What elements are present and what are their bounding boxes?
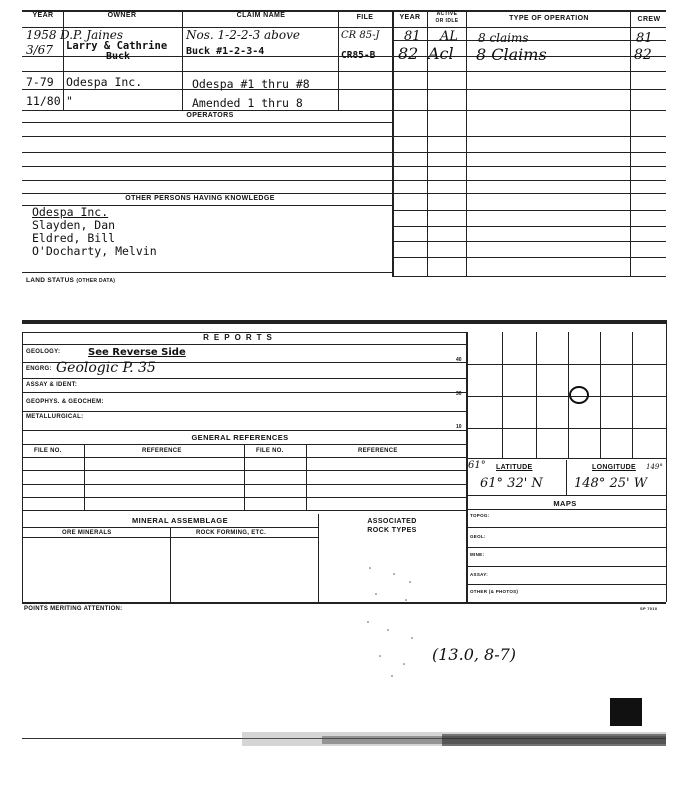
activity1-year: 81 (404, 29, 421, 44)
activity2-status: Acl (428, 44, 454, 63)
row1-file: CR 85-J (341, 30, 380, 41)
maps-mine: MINE: (470, 552, 485, 557)
col-header-claim-name: CLAIM NAME (236, 12, 286, 19)
assay-label: ASSAY & IDENT: (26, 382, 78, 388)
rock-types-label: ROCK TYPES (367, 527, 417, 534)
general-references-label: GENERAL REFERENCES (191, 433, 289, 442)
row4-owner: " (66, 94, 73, 108)
row3-owner: Odespa Inc. (66, 75, 143, 89)
col-header-idle: OR IDLE (435, 18, 459, 24)
scan-smudge-band (22, 726, 666, 752)
claim-location-marker (569, 386, 589, 404)
activity2-year: 82 (398, 44, 419, 63)
row2-owner-line2: Buck (106, 51, 131, 62)
activity1-status: AL (440, 29, 459, 44)
other-person-2: Slayden, Dan (32, 218, 116, 232)
col-header-year: YEAR (32, 12, 54, 19)
latitude-value: 61° 32' N (480, 476, 543, 491)
activity1-operation: 8 claims (478, 31, 529, 45)
engrg-label: ENGRG: (26, 366, 52, 372)
row4-claim: Amended 1 thru 8 (192, 96, 303, 110)
black-corner-block (610, 698, 642, 726)
row1-year: 1958 (26, 28, 57, 42)
ref-header-reference-1: REFERENCE (142, 448, 182, 454)
other-person-1: Odespa Inc. (32, 205, 109, 219)
longitude-label: LONGITUDE (592, 464, 636, 471)
row1-claim: Nos. 1-2-2-3 above (186, 28, 300, 42)
row1-owner: D.P. Jaines (60, 28, 124, 42)
latitude-label: LATITUDE (496, 464, 533, 471)
reports-title: REPORTS (203, 333, 277, 342)
margin-num-10: 10 (456, 424, 462, 430)
operators-label: OPERATORS (186, 112, 234, 119)
col-header-active: ACTIVE (436, 11, 458, 17)
geophys-label: GEOPHYS. & GEOCHEM: (26, 399, 104, 405)
associated-label: ASSOCIATED (367, 518, 417, 525)
maps-label: MAPS (553, 499, 577, 508)
activity2-crew: 82 (634, 47, 652, 63)
ore-minerals-label: ORE MINERALS (62, 530, 112, 536)
col-header-year2: YEAR (399, 14, 421, 21)
col-header-crew: CREW (637, 16, 661, 23)
col-header-file: FILE (356, 14, 374, 21)
rock-forming-label: ROCK FORMING, ETC. (196, 530, 267, 536)
margin-num-40: 40 (456, 357, 462, 363)
maps-topog: TOPOG: (470, 513, 490, 518)
maps-assay: ASSAY: (470, 572, 489, 577)
row2-file: CR85-B (341, 50, 376, 61)
col-header-type-of-operation: TYPE OF OPERATION (509, 15, 589, 22)
geology-value: See Reverse Side (88, 347, 186, 358)
mineral-assemblage-label: MINERAL ASSEMBLAGE (132, 516, 228, 525)
maps-geol: GEOL: (470, 534, 486, 539)
activity1-crew: 81 (636, 31, 653, 46)
other-person-3: Eldred, Bill (32, 231, 116, 245)
margin-num-30: 30 (456, 391, 462, 397)
form-number: SP 7010 (640, 606, 658, 611)
col-header-owner: OWNER (107, 12, 137, 19)
maps-other: OTHER (& PHOTOS) (470, 589, 519, 594)
latitude-margin: 61° (468, 460, 486, 471)
metallurgical-label: METALLURGICAL: (26, 414, 84, 420)
activity2-operation: 8 Claims (476, 45, 547, 64)
row2-year: 3/67 (26, 43, 53, 57)
row3-year: 7-79 (26, 75, 54, 89)
land-status-label: LAND STATUS (OTHER DATA) (26, 277, 116, 284)
ref-header-reference-2: REFERENCE (358, 448, 398, 454)
row4-year: 11/80 (26, 94, 61, 108)
ref-header-file-no-1: FILE NO. (34, 448, 62, 454)
other-persons-label: OTHER PERSONS HAVING KNOWLEDGE (125, 195, 275, 202)
scan-noise-dots (360, 560, 420, 680)
engrg-value: Geologic P. 35 (56, 360, 156, 376)
other-person-4: O'Docharty, Melvin (32, 244, 157, 258)
longitude-value: 148° 25' W (574, 476, 648, 491)
ref-header-file-no-2: FILE NO. (256, 448, 284, 454)
row2-owner: Larry & Cathrine (66, 40, 168, 52)
handwritten-annotation: (13.0, 8-7) (432, 645, 517, 664)
geology-label: GEOLOGY: (26, 349, 61, 355)
row2-claim: Buck #1-2-3-4 (186, 46, 265, 57)
row3-claim: Odespa #1 thru #8 (192, 77, 310, 91)
points-meriting-label: POINTS MERITING ATTENTION: (24, 606, 123, 612)
longitude-margin: 149° (646, 463, 663, 471)
